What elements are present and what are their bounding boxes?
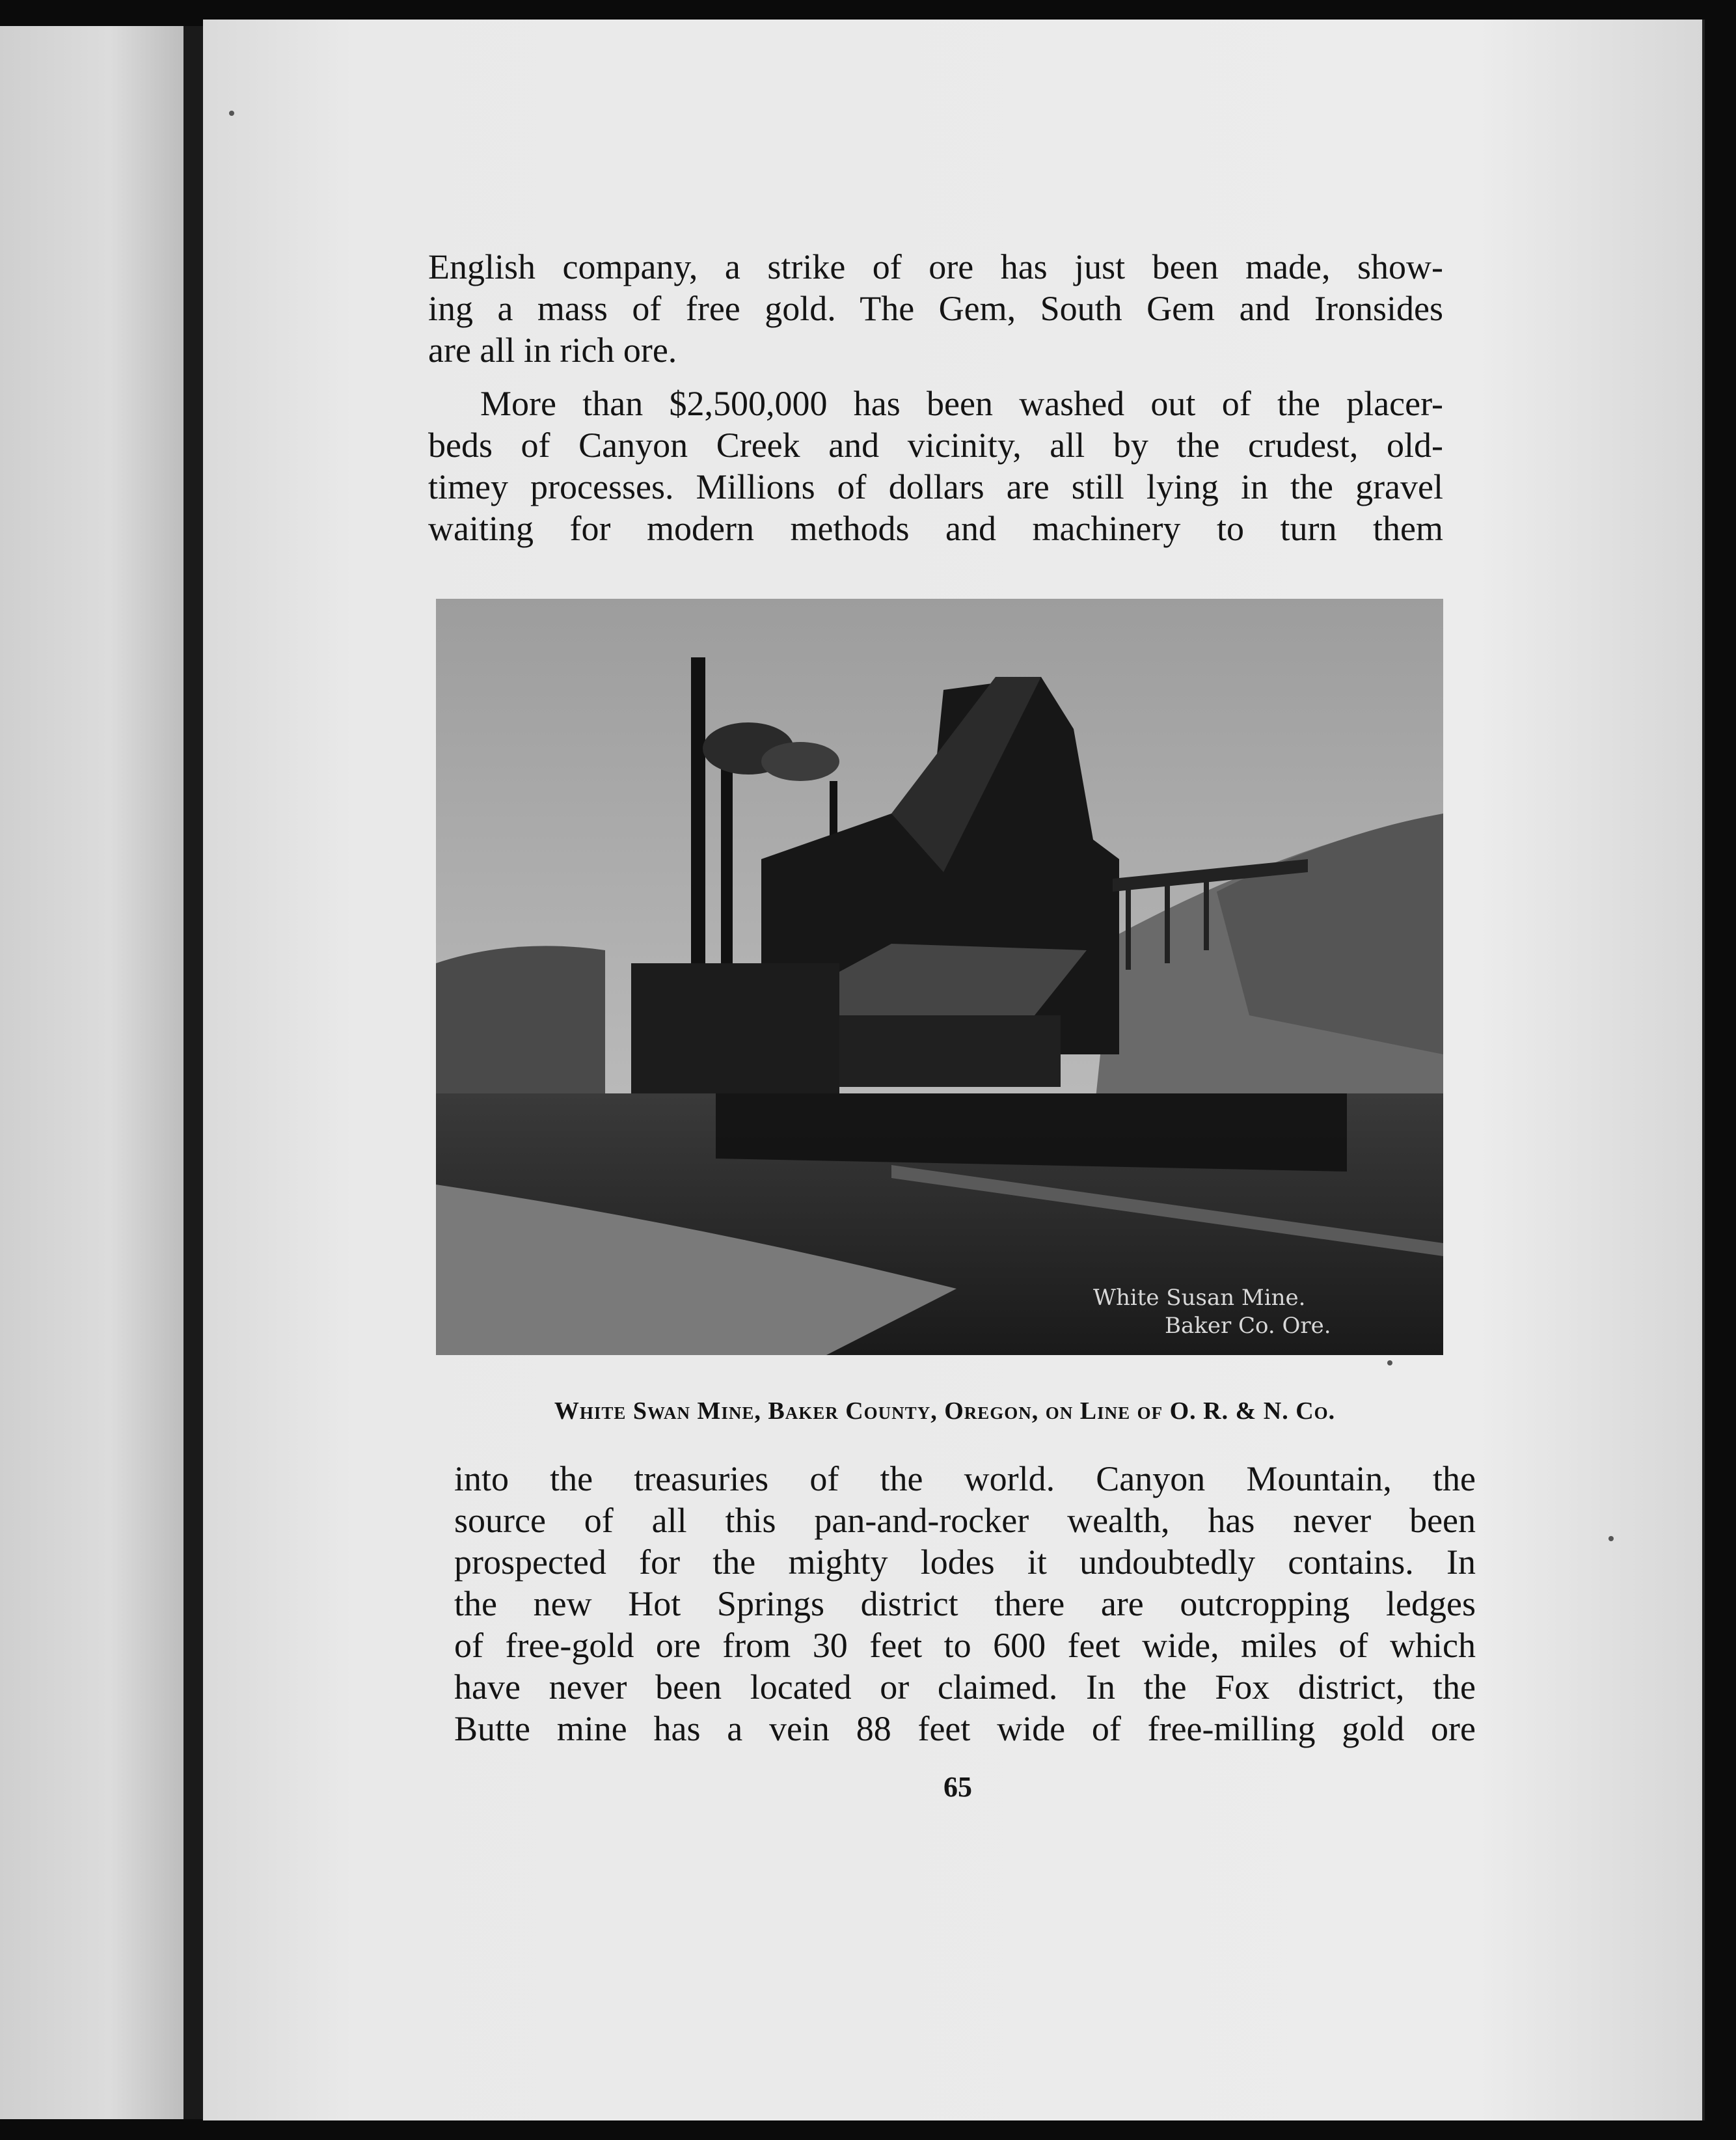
text-line: beds of Canyon Creek and vicinity, all by the crudest, old- xyxy=(428,426,1443,465)
paper-speck xyxy=(1608,1536,1614,1541)
crowd-and-wagons xyxy=(716,1093,1347,1172)
mine-photo-illustration xyxy=(436,599,1443,1355)
photo-caption: White Swan Mine, Baker County, Oregon, on Line of O. R. & N. Co. xyxy=(554,1397,1336,1425)
text-line: source of all this pan-and-rocker wealth, has never been xyxy=(454,1501,1476,1540)
smokestack xyxy=(830,781,837,840)
photo-inscription: Baker Co. Ore. xyxy=(1165,1313,1331,1339)
paper-speck xyxy=(1387,1360,1392,1365)
text-line: English company, a strike of ore has just been made, show- xyxy=(428,247,1443,286)
photo-inscription: White Susan Mine. xyxy=(1093,1285,1306,1311)
mine-photograph xyxy=(436,599,1443,1355)
page-number: 65 xyxy=(943,1771,972,1803)
text-line: have never been located or claimed. In the Fox district, the xyxy=(454,1667,1476,1707)
scan-border xyxy=(1705,0,1736,2140)
smokestack xyxy=(691,657,705,983)
text-line: Butte mine has a vein 88 feet wide of free-milling gold ore xyxy=(454,1709,1476,1748)
text-line: are all in rich ore. xyxy=(428,331,677,370)
book-page xyxy=(203,20,1706,2120)
book-gutter xyxy=(183,26,203,2119)
distant-hill xyxy=(436,946,605,1093)
text-line: ing a mass of free gold. The Gem, South Gem and Ironsides xyxy=(428,289,1443,328)
text-line: timey processes. Millions of dollars are still lying in the gravel xyxy=(428,467,1443,506)
low-building xyxy=(631,963,839,1093)
text-bottom xyxy=(454,1458,1476,1749)
smokestack xyxy=(721,755,733,989)
text-line: More than $2,500,000 has been washed out of the placer- xyxy=(480,384,1443,423)
text-line: of free-gold ore from 30 feet to 600 feet wide, miles of which xyxy=(454,1626,1476,1665)
text-line: the new Hot Springs district there are outcropping ledges xyxy=(454,1584,1476,1623)
text-line: waiting for modern methods and machinery to turn them xyxy=(428,509,1443,548)
text-line: into the treasuries of the world. Canyon Mountain, the xyxy=(454,1459,1476,1498)
text-top xyxy=(428,246,1443,549)
text-line: prospected for the mighty lodes it undoubtedly contains. In xyxy=(454,1543,1476,1582)
facing-page-edge xyxy=(0,26,183,2119)
paper-speck xyxy=(229,111,234,116)
